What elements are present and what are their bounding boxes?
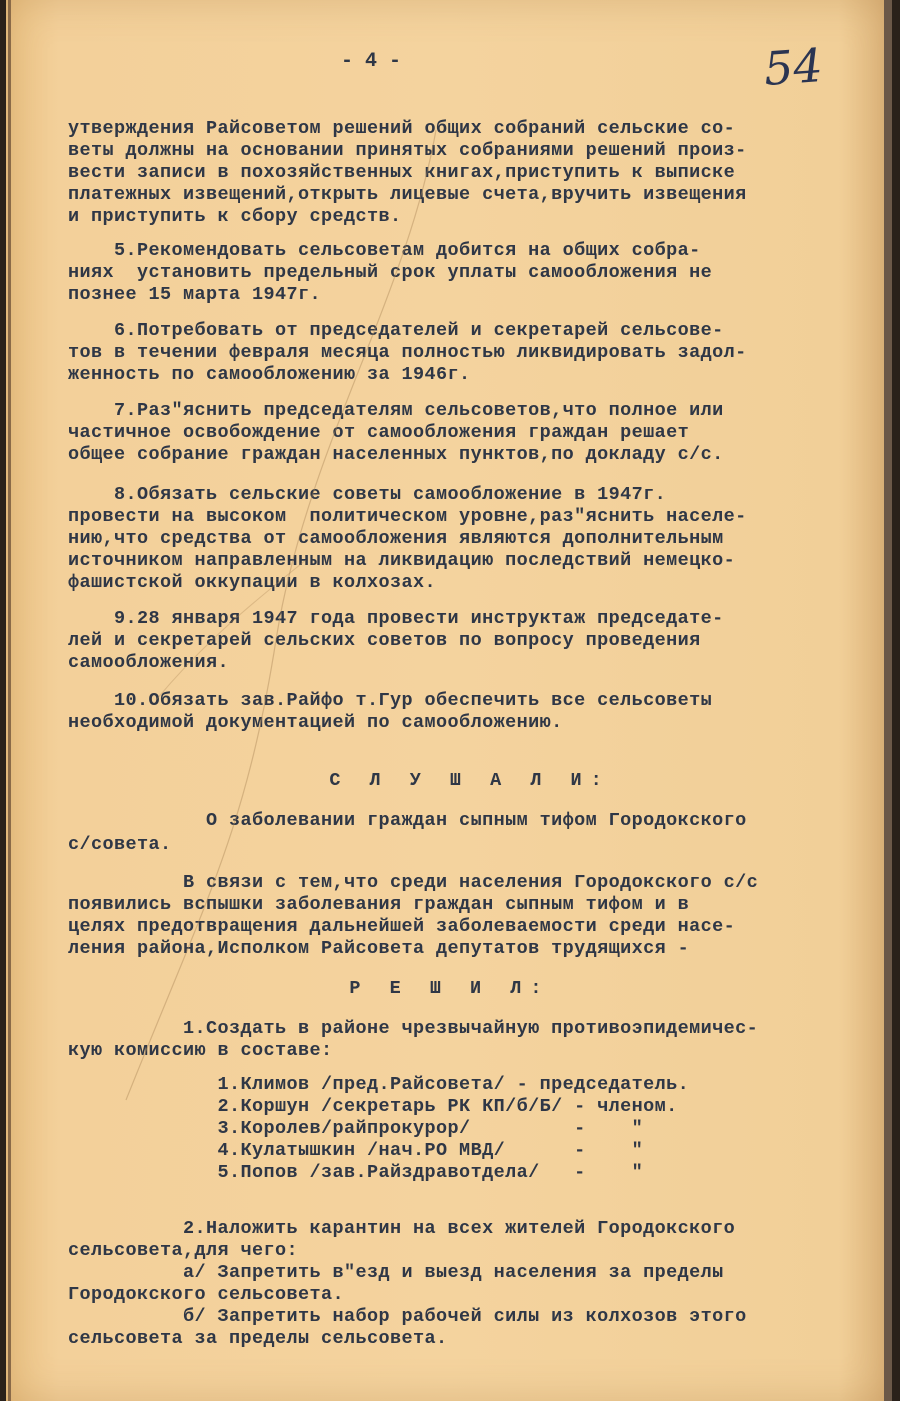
section-heading: С Л У Ш А Л И: — [68, 770, 611, 791]
text-line: общее собрание граждан населенных пунктов,по докладу с/с. — [68, 444, 724, 465]
text-line: 5.Рекомендовать сельсоветам добится на общих собра- — [68, 240, 701, 261]
text-line: целях предотвращения дальнейшей заболеваемости среди насе- — [68, 916, 736, 937]
text-line: платежных извещений,открыть лицевые счета,вручить извещения — [68, 184, 747, 205]
commission-member: 4.Кулатышкин /нач.РО МВД/ - " — [68, 1140, 644, 1161]
text-line: 1.Создать в районе чрезвычайную противоэпидемичес- — [68, 1018, 759, 1039]
text-line: лей и секретарей сельских советов по вопросу проведения — [68, 630, 701, 651]
text-line: 7.Раз"яснить председателям сельсоветов,что полное или — [68, 400, 724, 421]
text-line: кую комиссию в составе: — [68, 1040, 333, 1061]
text-line: 10.Обязать зав.Райфо т.Гур обеспечить все сельсоветы — [68, 690, 713, 711]
text-line: 6.Потребовать от председателей и секретарей сельсове- — [68, 320, 724, 341]
text-line: появились вспышки заболевания граждан сыпным тифом и в — [68, 894, 690, 915]
section-heading: Р Е Ш И Л: — [68, 978, 551, 999]
text-line: и приступить к сбору средств. — [68, 206, 402, 227]
text-line: провести на высоком политическом уровне,раз"яснить населе- — [68, 506, 747, 527]
text-line: б/ Запретить набор рабочей силы из колхозов этого — [68, 1306, 747, 1327]
text-line: а/ Запретить в"езд и выезд населения за пределы — [68, 1262, 724, 1283]
text-line: 8.Обязать сельские советы самообложение в 1947г. — [68, 484, 667, 505]
paper-crease — [6, 0, 892, 1401]
document-page — [6, 0, 892, 1401]
text-line: 9.28 января 1947 года провести инструктаж председате- — [68, 608, 724, 629]
text-line: фашистской оккупации в колхозах. — [68, 572, 437, 593]
text-line: О заболевании граждан сыпным тифом Городокского — [68, 810, 747, 831]
text-line: утверждения Райсоветом решений общих собраний сельские со- — [68, 118, 736, 139]
text-line: самообложения. — [68, 652, 230, 673]
text-line: сельсовета за пределы сельсовета. — [68, 1328, 448, 1349]
text-line: необходимой документацией по самообложению. — [68, 712, 563, 733]
text-line: с/совета. — [68, 834, 172, 855]
commission-member: 2.Коршун /секретарь РК КП/б/Б/ - членом. — [68, 1096, 678, 1117]
commission-member: 3.Королев/райпрокурор/ - " — [68, 1118, 644, 1139]
text-line: познее 15 марта 1947г. — [68, 284, 322, 305]
commission-member: 5.Попов /зав.Райздравотдела/ - " — [68, 1162, 644, 1183]
text-line: женность по самообложению за 1946г. — [68, 364, 471, 385]
text-line: тов в течении февраля месяца полностью ликвидировать задол- — [68, 342, 747, 363]
text-line: Городокского сельсовета. — [68, 1284, 345, 1305]
text-line: В связи с тем,что среди населения Городокского с/с — [68, 872, 759, 893]
text-line: нию,что средства от самообложения являются дополнительным — [68, 528, 724, 549]
text-line: веты должны на основании принятых собраниями решений произ- — [68, 140, 747, 161]
commission-member: 1.Климов /пред.Райсовета/ - председатель. — [68, 1074, 690, 1095]
text-line: вести записи в похозяйственных книгах,приступить к выписке — [68, 162, 736, 183]
text-line: сельсовета,для чего: — [68, 1240, 299, 1261]
text-line: ниях установить предельный срок уплаты самообложения не — [68, 262, 713, 283]
text-line: 2.Наложить карантин на всех жителей Городокского — [68, 1218, 736, 1239]
archive-folio-number: 54 — [762, 38, 825, 96]
text-line: частичное освобождение от самообложения граждан решает — [68, 422, 690, 443]
text-line: источником направленным на ликвидацию последствий немецко- — [68, 550, 736, 571]
text-line: ления района,Исполком Райсовета депутатов трудящихся - — [68, 938, 690, 959]
page-number: - 4 - — [341, 50, 402, 73]
